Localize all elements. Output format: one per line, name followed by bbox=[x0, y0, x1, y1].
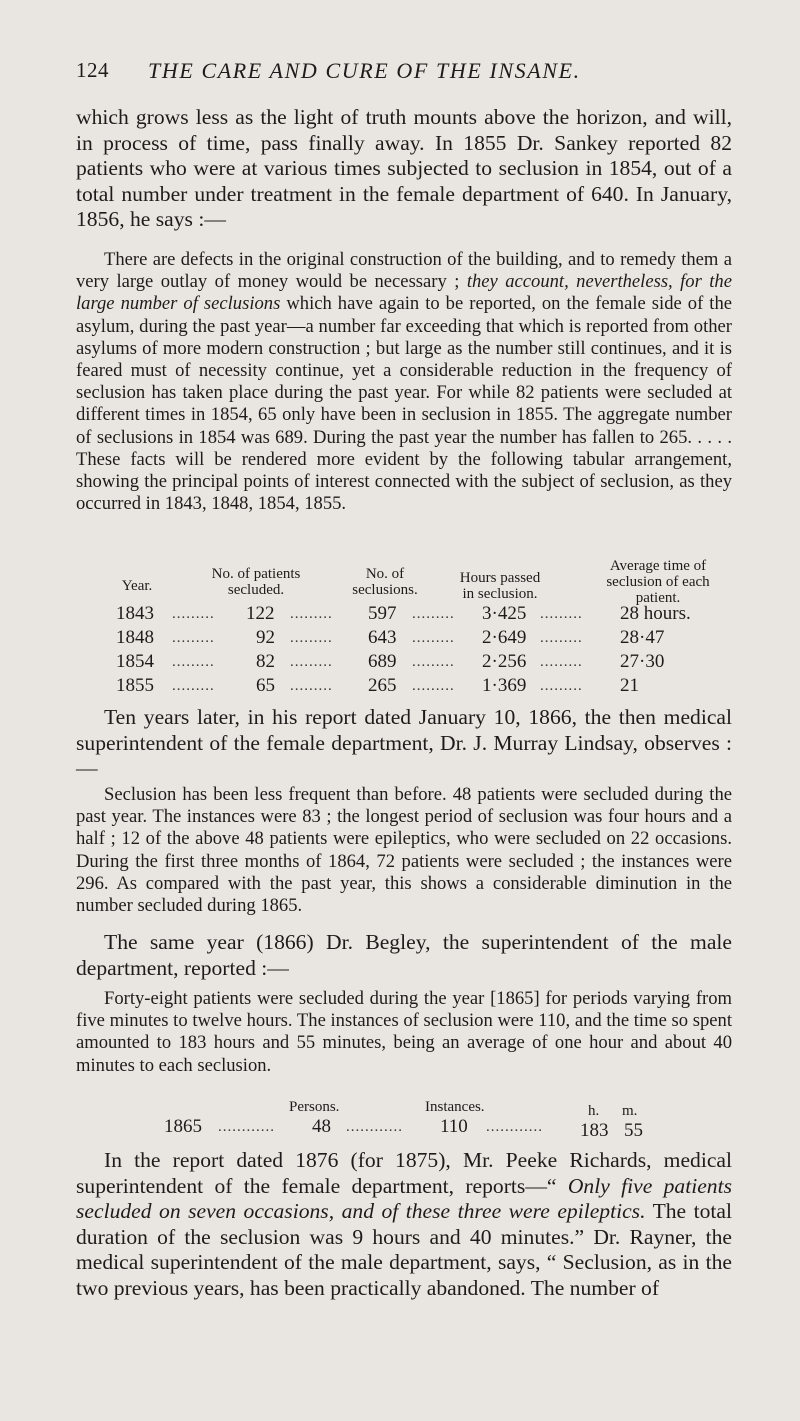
header-seclusions-line-2: seclusions. bbox=[352, 582, 418, 598]
dot-leader: ............ bbox=[218, 1119, 275, 1135]
dot-leader: ......... bbox=[540, 606, 583, 622]
dot-leader: ......... bbox=[540, 654, 583, 670]
cell-seclusions: 643 bbox=[368, 627, 397, 648]
cell-year: 1843 bbox=[116, 603, 154, 624]
quote-lindsay: Seclusion has been less frequent than before. 48 patients were secluded during the past year. The instances were 83 ; the longest period of seclusion was four hours and a half ; 12 of the above 48 patients were epileptics, who were secluded on 22 occasions. During the first three months of 1864, 72 patients were secluded ; the instances were 296. As compared with the past year, this shows a considerable diminution in the number secluded during 1865. bbox=[76, 784, 732, 917]
cell-persons: 48 bbox=[312, 1116, 331, 1137]
dot-leader: ......... bbox=[172, 606, 215, 622]
quote-sankey-italic: they account, nevertheless, for the large number of seclusions bbox=[76, 271, 732, 315]
cell-average: 28·47 bbox=[620, 627, 665, 648]
cell-year: 1855 bbox=[116, 675, 154, 696]
header-average-line-2: seclusion of each bbox=[606, 574, 710, 590]
dot-leader: ......... bbox=[290, 654, 333, 670]
paragraph-lindsay-report: Ten years later, in his report dated January 10, 1866, the then medical superintendent of the female department, Dr. J. Murray Lindsay, observes :— bbox=[76, 705, 732, 781]
header-hours-line-2: in seclusion. bbox=[462, 586, 538, 602]
cell-average: 21 bbox=[620, 675, 639, 696]
header-hours-line-1: Hours passed bbox=[459, 570, 541, 586]
cell-average: 27·30 bbox=[620, 651, 665, 672]
header-persons: Persons. bbox=[289, 1099, 340, 1115]
cell-patients: 65 bbox=[256, 675, 275, 696]
cell-instances: 110 bbox=[440, 1116, 468, 1137]
cell-seclusions: 265 bbox=[368, 675, 397, 696]
dot-leader: ......... bbox=[540, 630, 583, 646]
cell-patients: 122 bbox=[246, 603, 275, 624]
running-title: THE CARE AND CURE OF THE INSANE. bbox=[148, 58, 581, 83]
cell-hours: 2·649 bbox=[482, 627, 527, 648]
quote-begley: Forty-eight patients were secluded during the year [1865] for periods varying from five minutes to twelve hours. The instances of seclusion were 110, and the time so spent amounted to 183 hours and 55 minutes, being an average of one hour and about 40 minutes to each seclusion. bbox=[76, 988, 732, 1076]
header-instances: Instances. bbox=[425, 1099, 485, 1115]
cell-hours: 2·256 bbox=[482, 651, 527, 672]
dot-leader: ......... bbox=[412, 654, 455, 670]
cell-year: 1865 bbox=[164, 1116, 202, 1137]
header-average-line-3: patient. bbox=[635, 590, 681, 606]
dot-leader: ......... bbox=[412, 606, 455, 622]
cell-seclusions: 689 bbox=[368, 651, 397, 672]
page-number: 124 bbox=[76, 58, 109, 82]
paragraph-richards-report bbox=[76, 1148, 732, 1302]
header-hours: h. bbox=[588, 1103, 600, 1119]
cell-average: 28 hours. bbox=[620, 603, 691, 624]
dot-leader: ......... bbox=[290, 678, 333, 694]
header-minutes: m. bbox=[622, 1103, 638, 1119]
dot-leader: ............ bbox=[486, 1119, 543, 1135]
dot-leader: ......... bbox=[172, 630, 215, 646]
running-head bbox=[76, 58, 736, 88]
dot-leader: ......... bbox=[172, 678, 215, 694]
dot-leader: ......... bbox=[290, 606, 333, 622]
dot-leader: ......... bbox=[412, 678, 455, 694]
quote-sankey bbox=[76, 249, 732, 515]
cell-hours: 1·369 bbox=[482, 675, 527, 696]
cell-hours: 183 bbox=[580, 1120, 609, 1141]
cell-hours: 3·425 bbox=[482, 603, 527, 624]
cell-minutes: 55 bbox=[624, 1120, 643, 1141]
cell-year: 1854 bbox=[116, 651, 154, 672]
cell-year: 1848 bbox=[116, 627, 154, 648]
richards-part-1: In the report dated 1876 (for 1875), Mr. Peeke Richards, medical superintendent of the female department, reports—“ bbox=[76, 1148, 732, 1198]
dot-leader: ............ bbox=[346, 1119, 403, 1135]
header-patients-line-2: secluded. bbox=[227, 582, 285, 598]
cell-patients: 92 bbox=[256, 627, 275, 648]
cell-patients: 82 bbox=[256, 651, 275, 672]
header-patients-line-1: No. of patients bbox=[211, 566, 301, 582]
quote-sankey-part-2: which have again to be reported, on the female side of the asylum, during the past year—a number far exceeding that which is reported from other asylums of more modern construction ; but large as the number still continues, and it is feared must of necessity continue, yet a considerable reduction in the frequency of seclusion has taken place during the past year. For while 82 patients were secluded at different times in 1854, 65 only have been in seclusion in 1855. The aggregate number of seclusions in 1854 was 689. During the past year the number has fallen to 265. . . . . These facts will be rendered more evident by the following tabular arrangement, showing the principal points of interest connected with the subject of seclusion, as they occurred in 1843, 1848, 1854, 1855. bbox=[76, 293, 732, 515]
richards-italic-quote: Only five patients secluded on seven occasions, and of these three were epileptics. bbox=[76, 1173, 732, 1224]
header-seclusions-line-1: No. of bbox=[365, 566, 405, 582]
header-average-line-1: Average time of bbox=[609, 558, 707, 574]
dot-leader: ......... bbox=[290, 630, 333, 646]
header-year: Year. bbox=[121, 578, 153, 594]
dot-leader: ......... bbox=[540, 678, 583, 694]
dot-leader: ......... bbox=[172, 654, 215, 670]
cell-seclusions: 597 bbox=[368, 603, 397, 624]
dot-leader: ......... bbox=[412, 630, 455, 646]
paragraph-begley-report: The same year (1866) Dr. Begley, the superintendent of the male department, reported :— bbox=[76, 930, 732, 980]
paragraph-sankey-report: which grows less as the light of truth mounts above the horizon, and will, in process of time, pass finally away. In 1855 Dr. Sankey reported 82 patients who were at various times subjected to seclusion in 1854, out of a total number under treatment in the female department of 640. In January, 1856, he says :— bbox=[76, 105, 732, 232]
quote-sankey-part-1: There are defects in the original construction of the building, and to remedy them a very large outlay of money would be necessary ; bbox=[76, 249, 732, 293]
richards-part-2: The total duration of the seclusion was 9 hours and 40 minutes.” Dr. Rayner, the medical superintendent of the male department, says, “ Seclusion, as in the two previous years, has been practically abandoned. The number of bbox=[76, 1199, 732, 1300]
